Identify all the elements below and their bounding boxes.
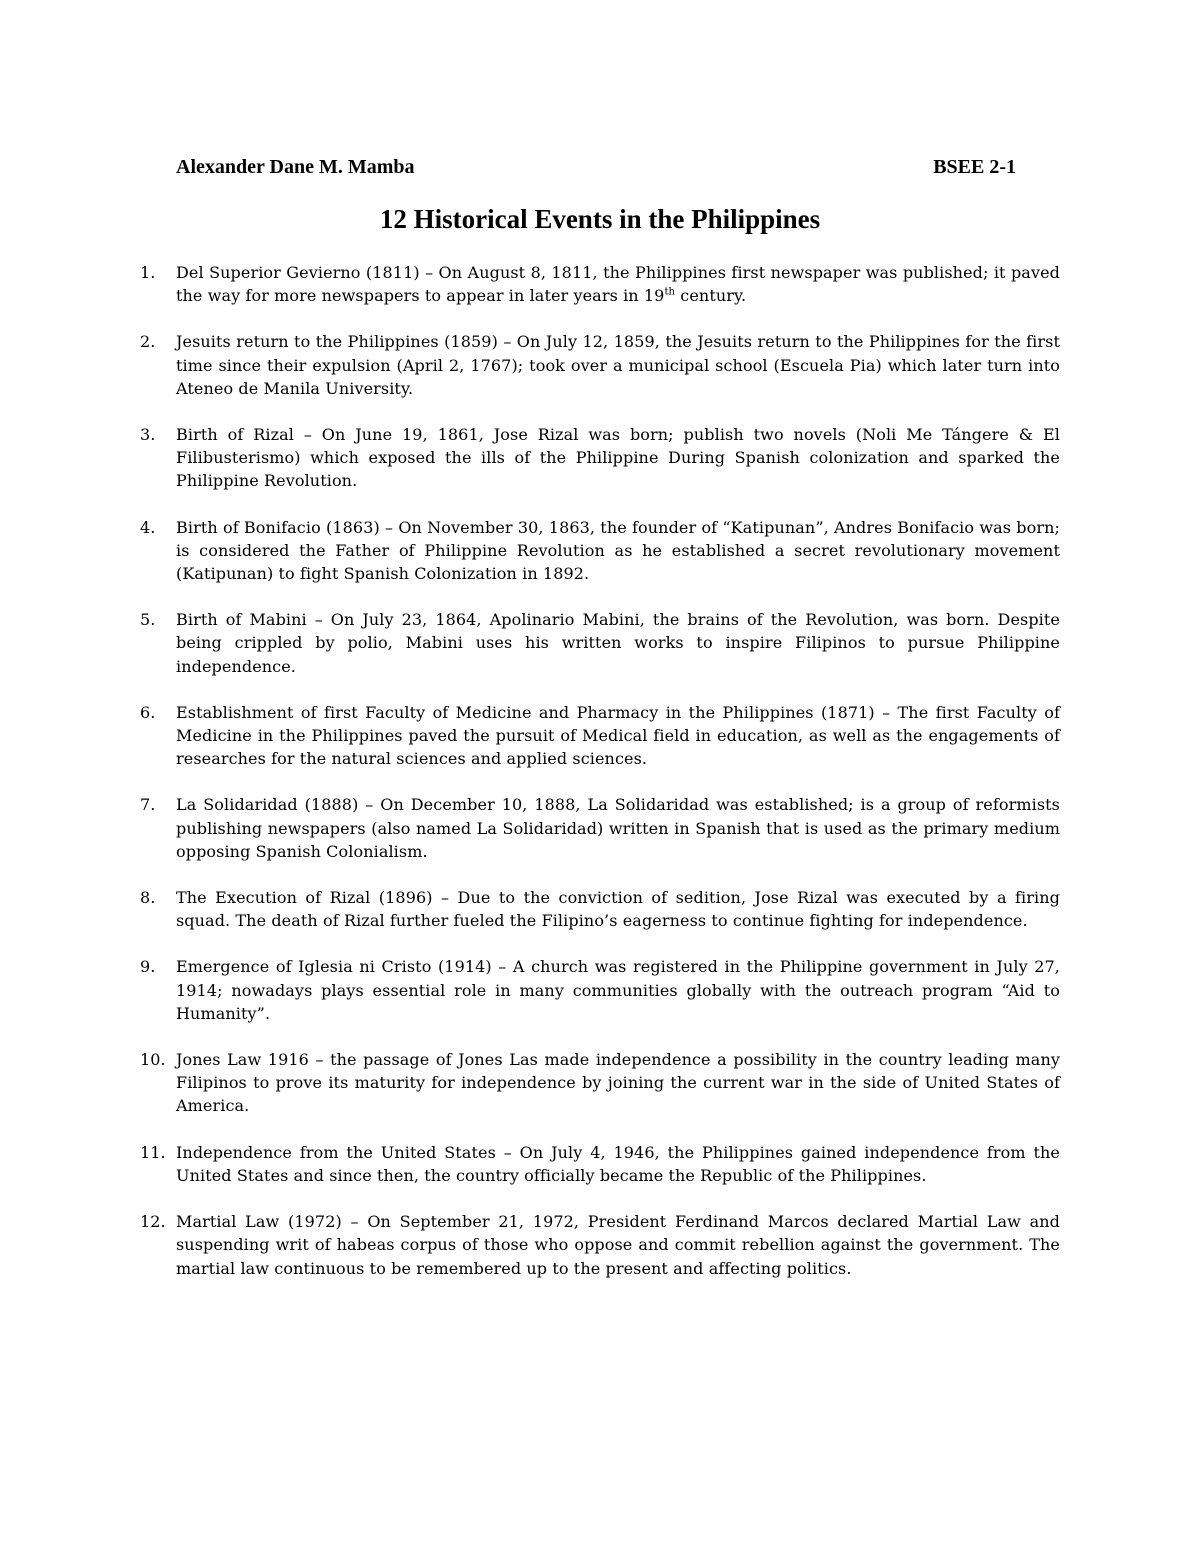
events-list [140, 261, 1060, 1303]
list-item [140, 516, 1060, 586]
list-item [140, 701, 1060, 771]
item-number: 9. [140, 957, 156, 977]
list-item [140, 955, 1060, 1025]
item-text: Birth of Mabini – On July 23, 1864, Apolinario Mabini, the brains of the Revolution, was born. Despite being crippled by polio, Mabini uses his written works to inspire Filipinos to pursue Philippine independence. [176, 610, 1060, 676]
item-number: 2. [140, 332, 156, 352]
item-text: Jones Law 1916 – the passage of Jones Las made independence a possibility in the country leading many Filipinos to prove its maturity for independence by joining the current war in the side of United States of America. [176, 1050, 1060, 1116]
item-number: 7. [140, 795, 156, 815]
document-header [176, 156, 1016, 182]
item-text: Martial Law (1972) – On September 21, 1972, President Ferdinand Marcos declared Martial Law and suspending writ of habeas corpus of those who oppose and commit rebellion against the government. The martial law continuous to be remembered up to the present and affecting politics. [176, 1212, 1060, 1278]
page-title: 12 Historical Events in the Philippines [379, 204, 821, 234]
list-item [140, 1048, 1060, 1118]
item-number: 8. [140, 888, 156, 908]
course-section: BSEE 2-1 [933, 156, 1016, 178]
item-number: 10. [140, 1050, 166, 1070]
item-text: Birth of Bonifacio (1863) – On November 30, 1863, the founder of “Katipunan”, Andres Bonifacio was born; is considered the Father of Philippine Revolution as he established a secret revolutionary movement (Katipunan) to fight Spanish Colonization in 1892. [176, 517, 1060, 584]
list-item [140, 423, 1060, 493]
item-text: La Solidaridad (1888) – On December 10, 1888, La Solidaridad was established; is a group of reformists publishing newspapers (also named La Solidaridad) written in Spanish that is used as the primary medium opposing Spanish Colonialism. [176, 795, 1060, 861]
item-number: 4. [140, 517, 156, 537]
ordinal-suffix: th [664, 286, 676, 298]
list-item [140, 608, 1060, 678]
item-text: The Execution of Rizal (1896) – Due to the conviction of sedition, Jose Rizal was executed by a firing squad. The death of Rizal further fueled the Filipino’s eagerness to continue fighting for independence. [176, 888, 1060, 931]
list-item [140, 1210, 1060, 1280]
item-text: Birth of Rizal – On June 19, 1861, Jose Rizal was born; publish two novels (Noli Me Tángere & El Filibusterismo) which exposed the ills of the Philippine During Spanish colonization and sparked the Philippine Revolution. [176, 425, 1060, 491]
item-text: Jesuits return to the Philippines (1859) – On July 12, 1859, the Jesuits return to the Philippines for the first time since their expulsion (April 2, 1767); took over a municipal school (Escuela Pia) which later turn into Ateneo de Manila University. [176, 332, 1060, 398]
item-text: Emergence of Iglesia ni Cristo (1914) – A church was registered in the Philippine government in July 27, 1914; nowadays plays essential role in many communities globally with the outreach program “Aid to Humanity”. [176, 957, 1060, 1023]
item-number: 6. [140, 702, 156, 722]
item-text: Independence from the United States – On July 4, 1946, the Philippines gained independence from the United States and since then, the country officially became the Republic of the Philippines. [176, 1142, 1060, 1185]
author-name: Alexander Dane M. Mamba [176, 156, 415, 178]
item-number: 5. [140, 610, 156, 630]
list-item [140, 793, 1060, 863]
list-item [140, 261, 1060, 307]
item-number: 1. [140, 263, 156, 282]
list-item [140, 330, 1060, 400]
item-number: 11. [140, 1142, 166, 1162]
item-number: 3. [140, 425, 156, 445]
item-text: Establishment of first Faculty of Medicine and Pharmacy in the Philippines (1871) – The first Faculty of Medicine in the Philippines paved the pursuit of Medical field in education, as well as the engagements of researches for the natural sciences and applied sciences. [176, 702, 1060, 769]
list-item [140, 1141, 1060, 1187]
list-item [140, 886, 1060, 932]
item-text: Del Superior Gevierno (1811) – On August 8, 1811, the Philippines first newspaper was published; it paved the way for more newspapers to appear in later years in 19th century. [176, 263, 1060, 306]
item-number: 12. [140, 1212, 166, 1232]
